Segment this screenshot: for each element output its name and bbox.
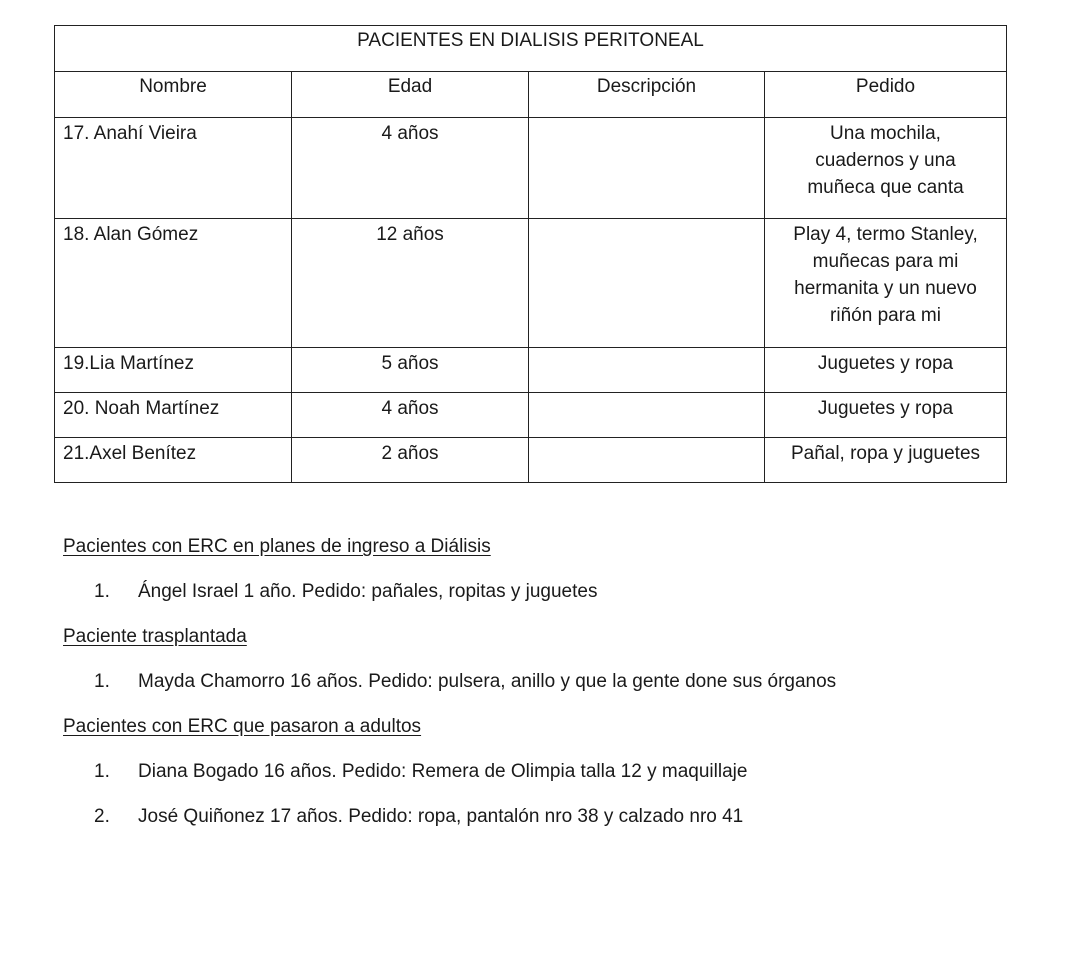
order-line: Una mochila, (830, 123, 941, 144)
patient-order (765, 118, 1007, 219)
patient-description (529, 348, 765, 393)
list-item (94, 805, 743, 829)
list-item-number: 2. (94, 806, 110, 827)
order-line: muñeca que canta (807, 177, 964, 198)
order-line: riñón para mi (830, 305, 941, 326)
order-line: hermanita y un nuevo (794, 278, 977, 299)
patient-name: 17. Anahí Vieira (55, 118, 292, 219)
header-nombre: Nombre (55, 72, 292, 118)
patient-description (529, 118, 765, 219)
list-item-number: 1. (94, 671, 110, 692)
patient-description (529, 438, 765, 483)
list-item (94, 670, 836, 694)
table-row (55, 438, 1007, 483)
header-descripcion: Descripción (529, 72, 765, 118)
order-line: Juguetes y ropa (817, 398, 954, 419)
patient-description (529, 393, 765, 438)
patient-order (765, 438, 1007, 483)
patient-name: 21.Axel Benítez (55, 438, 292, 483)
table-row (55, 348, 1007, 393)
patient-name: 19.Lia Martínez (55, 348, 292, 393)
patient-description (529, 219, 765, 348)
patients-table (54, 25, 1007, 483)
patient-name: 18. Alan Gómez (55, 219, 292, 348)
order-line: muñecas para mi (812, 251, 959, 272)
table-row (55, 219, 1007, 348)
list-item-text: Mayda Chamorro 16 años. Pedido: pulsera, anillo y que la gente done sus órganos (138, 671, 837, 692)
list-item-text: Diana Bogado 16 años. Pedido: Remera de Olimpia talla 12 y maquillaje (138, 761, 748, 782)
order-line: Pañal, ropa y juguetes (790, 443, 981, 464)
patient-age: 4 años (292, 393, 529, 438)
list-item-number: 1. (94, 581, 110, 602)
order-line: cuadernos y una (815, 150, 956, 171)
table-title: PACIENTES EN DIALISIS PERITONEAL (55, 26, 1007, 72)
patient-name: 20. Noah Martínez (55, 393, 292, 438)
patient-order (765, 393, 1007, 438)
table-row (55, 118, 1007, 219)
patient-age: 4 años (292, 118, 529, 219)
header-pedido: Pedido (765, 72, 1007, 118)
section-heading-dialisis: Pacientes con ERC en planes de ingreso a Diálisis (63, 536, 491, 557)
patient-order (765, 219, 1007, 348)
list-item (94, 760, 747, 784)
list-item-text: José Quiñonez 17 años. Pedido: ropa, pantalón nro 38 y calzado nro 41 (138, 806, 744, 827)
order-line: Play 4, termo Stanley, (793, 224, 978, 245)
list-item-number: 1. (94, 761, 110, 782)
patient-age: 12 años (292, 219, 529, 348)
list-item (94, 580, 597, 604)
order-line: Juguetes y ropa (817, 353, 954, 374)
patient-order (765, 348, 1007, 393)
section-heading-adultos: Pacientes con ERC que pasaron a adultos (63, 716, 422, 737)
patient-age: 2 años (292, 438, 529, 483)
list-item-text: Ángel Israel 1 año. Pedido: pañales, ropitas y juguetes (138, 581, 598, 602)
patient-age: 5 años (292, 348, 529, 393)
table-row (55, 393, 1007, 438)
section-heading-trasplantada: Paciente trasplantada (63, 626, 247, 647)
header-edad: Edad (292, 72, 529, 118)
